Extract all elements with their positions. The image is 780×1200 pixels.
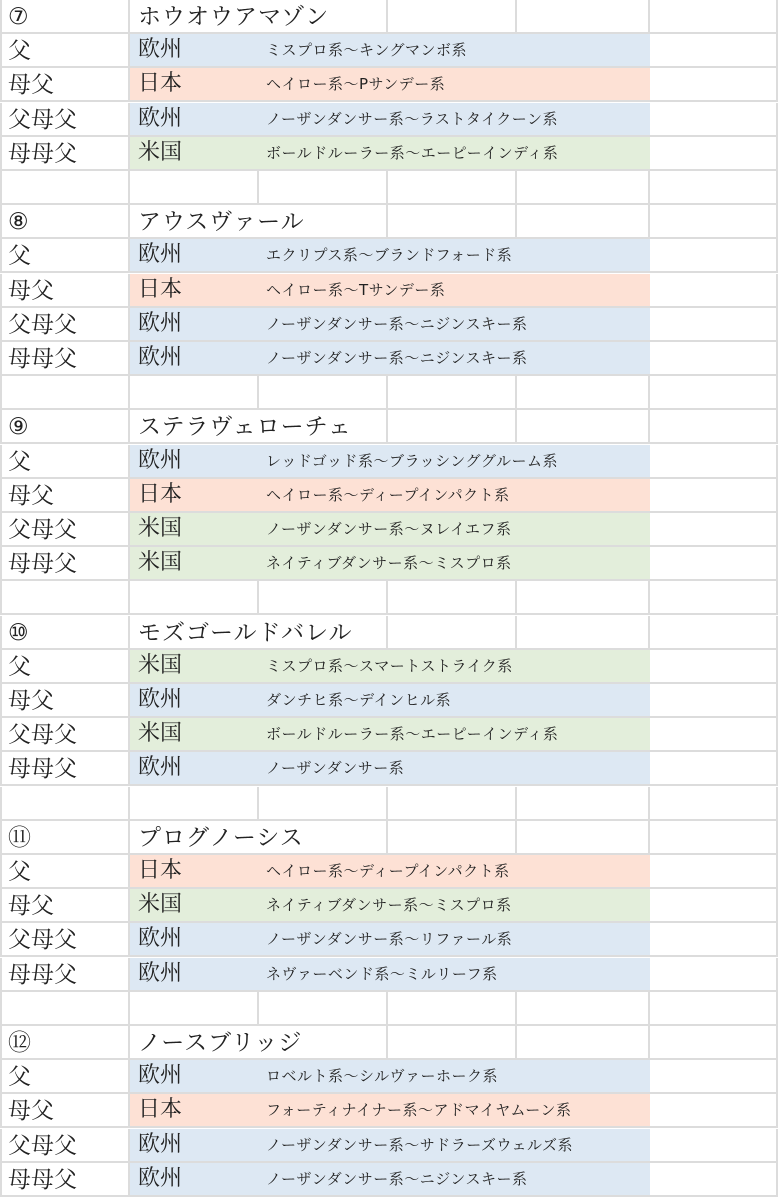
sire-line-label: レッドゴッド系〜ブラッシンググルーム系 xyxy=(266,451,559,470)
relation-label: 父母父 xyxy=(8,106,77,133)
grid-cell[interactable] xyxy=(650,718,778,752)
horse-name: アウスヴァール xyxy=(138,209,305,236)
grid-cell[interactable] xyxy=(517,1026,650,1060)
grid-cell[interactable] xyxy=(650,1163,778,1197)
grid-cell[interactable] xyxy=(130,376,259,410)
grid-cell[interactable] xyxy=(388,787,517,821)
grid-cell[interactable] xyxy=(0,889,130,923)
grid-cell[interactable] xyxy=(0,103,130,137)
grid-cell[interactable] xyxy=(650,1129,778,1163)
bloodline-row xyxy=(0,342,780,376)
region-label: 米国 xyxy=(138,516,183,541)
sire-line-label: ミスプロ系〜キングマンボ系 xyxy=(266,41,468,60)
region-band xyxy=(130,513,650,545)
bloodline-row xyxy=(0,239,780,273)
spacer-row xyxy=(0,376,780,410)
grid-cell[interactable] xyxy=(650,992,778,1026)
horse-name: プログノーシス xyxy=(138,824,304,851)
region-band xyxy=(130,650,650,682)
grid-cell[interactable] xyxy=(650,923,778,957)
grid-cell[interactable] xyxy=(388,1026,517,1060)
region-label: 欧州 xyxy=(138,345,183,370)
grid-cell[interactable] xyxy=(0,1060,130,1094)
sire-line-label: フォーティナイナー系〜アドマイヤムーン系 xyxy=(266,1101,572,1120)
grid-cell[interactable] xyxy=(517,205,650,239)
grid-cell[interactable] xyxy=(650,479,778,513)
region-band xyxy=(130,889,650,921)
region-band xyxy=(130,274,650,306)
grid-cell[interactable] xyxy=(517,821,650,855)
grid-cell[interactable] xyxy=(650,958,778,992)
grid-cell[interactable] xyxy=(0,205,130,239)
grid-cell[interactable] xyxy=(650,616,778,650)
region-label: 米国 xyxy=(138,139,183,165)
grid-cell[interactable] xyxy=(0,137,130,171)
grid-cell[interactable] xyxy=(517,992,650,1026)
region-band xyxy=(130,923,650,955)
grid-cell[interactable] xyxy=(650,68,778,102)
spacer-row xyxy=(0,581,780,615)
relation-label: 父 xyxy=(8,243,31,270)
sire-line-label: エクリプス系〜ブランドフォード系 xyxy=(266,246,513,265)
region-band xyxy=(130,137,650,169)
bloodline-row xyxy=(0,103,780,137)
sire-line-label: ヘイロー系〜Pサンデー系 xyxy=(266,75,446,94)
grid-cell[interactable] xyxy=(650,581,778,615)
bloodline-row xyxy=(0,958,780,992)
grid-cell[interactable] xyxy=(0,787,130,821)
region-label: 欧州 xyxy=(138,1165,183,1191)
grid-cell[interactable] xyxy=(0,1129,130,1163)
grid-cell[interactable] xyxy=(0,821,130,855)
region-band xyxy=(130,479,650,511)
bloodline-row xyxy=(0,34,780,68)
grid-cell[interactable] xyxy=(388,992,517,1026)
grid-cell[interactable] xyxy=(130,171,259,205)
grid-cell[interactable] xyxy=(0,0,130,34)
bloodline-row xyxy=(0,923,780,957)
sire-line-label: ロベルト系〜シルヴァーホーク系 xyxy=(266,1067,498,1086)
region-label: 欧州 xyxy=(138,960,183,986)
bloodline-row xyxy=(0,445,780,479)
sire-line-label: ノーザンダンサー系〜リファール系 xyxy=(266,930,513,949)
region-band xyxy=(130,103,650,135)
grid-cell[interactable] xyxy=(650,410,778,444)
bloodline-row xyxy=(0,547,780,581)
relation-label: 母父 xyxy=(8,482,54,509)
relation-label: 父母父 xyxy=(8,311,77,338)
spacer-row xyxy=(0,171,780,205)
grid-cell[interactable] xyxy=(650,513,778,547)
bloodline-row xyxy=(0,1060,780,1094)
horse-header-row xyxy=(0,205,780,239)
grid-cell[interactable] xyxy=(650,103,778,137)
relation-label: 母父 xyxy=(8,277,54,304)
relation-label: 父 xyxy=(8,448,31,475)
region-label: 米国 xyxy=(138,652,183,678)
region-label: 欧州 xyxy=(138,755,183,781)
grid-cell[interactable] xyxy=(0,581,130,615)
region-band xyxy=(130,958,650,990)
sire-line-label: ネイティブダンサー系〜ミスプロ系 xyxy=(266,896,512,915)
grid-cell[interactable] xyxy=(517,787,650,821)
grid-cell[interactable] xyxy=(650,308,778,342)
grid-cell[interactable] xyxy=(388,581,517,615)
bloodline-row xyxy=(0,855,780,889)
spacer-row xyxy=(0,787,780,821)
grid-cell[interactable] xyxy=(517,581,650,615)
grid-cell[interactable] xyxy=(650,547,778,581)
sire-line-label: ノーザンダンサー系〜ニジンスキー系 xyxy=(266,349,528,367)
horse-name: モズゴールドバレル xyxy=(138,619,353,646)
grid-cell[interactable] xyxy=(130,992,259,1026)
region-label: 日本 xyxy=(138,71,183,97)
relation-label: 父 xyxy=(8,38,31,65)
horse-number: ⑨ xyxy=(8,414,29,441)
region-band xyxy=(130,342,650,374)
grid-cell[interactable] xyxy=(0,1163,130,1197)
grid-cell[interactable] xyxy=(0,171,130,205)
grid-cell[interactable] xyxy=(0,718,130,752)
relation-label: 父母父 xyxy=(8,517,77,543)
relation-label: 父母父 xyxy=(8,722,77,749)
grid-cell[interactable] xyxy=(0,547,130,581)
grid-cell[interactable] xyxy=(130,0,388,34)
sire-line-label: ミスプロ系〜スマートストライク系 xyxy=(266,656,513,675)
grid-cell[interactable] xyxy=(130,616,388,650)
grid-cell[interactable] xyxy=(388,171,517,205)
sire-line-label: ヘイロー系〜ディープインパクト系 xyxy=(266,485,510,504)
grid-cell[interactable] xyxy=(650,171,778,205)
sire-line-label: ノーザンダンサー系〜ニジンスキー系 xyxy=(266,1169,528,1188)
grid-cell[interactable] xyxy=(388,616,517,650)
region-band xyxy=(130,34,650,66)
grid-cell[interactable] xyxy=(0,855,130,889)
horse-header-row xyxy=(0,1026,780,1060)
sire-line-label: ヘイロー系〜Tサンデー系 xyxy=(266,280,446,299)
relation-label: 母母父 xyxy=(8,1166,77,1193)
bloodline-row xyxy=(0,684,780,718)
region-band xyxy=(130,445,650,477)
grid-cell[interactable] xyxy=(0,992,130,1026)
horse-name: ノースブリッジ xyxy=(138,1030,303,1056)
grid-cell[interactable] xyxy=(650,342,778,376)
grid-cell[interactable] xyxy=(650,0,778,34)
horse-header-row xyxy=(0,821,780,855)
grid-cell[interactable] xyxy=(0,410,130,444)
grid-cell[interactable] xyxy=(517,616,650,650)
grid-cell[interactable] xyxy=(650,205,778,239)
bloodline-row xyxy=(0,650,780,684)
region-label: 日本 xyxy=(138,1097,183,1123)
region-label: 米国 xyxy=(138,721,183,747)
sire-line-label: ノーザンダンサー系 xyxy=(266,759,405,778)
horse-number: ⑪ xyxy=(8,824,31,851)
grid-cell[interactable] xyxy=(0,342,130,376)
grid-cell[interactable] xyxy=(0,445,130,479)
grid-cell[interactable] xyxy=(0,684,130,718)
grid-cell[interactable] xyxy=(517,376,650,410)
region-band xyxy=(130,1060,650,1092)
bloodline-row xyxy=(0,274,780,308)
grid-cell[interactable] xyxy=(0,68,130,102)
grid-cell[interactable] xyxy=(388,821,517,855)
bloodline-row xyxy=(0,137,780,171)
horse-number: ⑦ xyxy=(8,4,29,30)
relation-label: 母母父 xyxy=(8,961,77,988)
relation-label: 父 xyxy=(8,1064,31,1091)
horse-header-row xyxy=(0,0,780,34)
grid-cell[interactable] xyxy=(650,445,778,479)
grid-cell[interactable] xyxy=(130,821,388,855)
grid-cell[interactable] xyxy=(650,889,778,923)
grid-cell[interactable] xyxy=(0,752,130,786)
grid-cell[interactable] xyxy=(130,410,388,444)
grid-cell[interactable] xyxy=(0,479,130,513)
grid-cell[interactable] xyxy=(0,274,130,308)
horse-number: ⑩ xyxy=(8,619,29,646)
region-label: 欧州 xyxy=(138,926,183,952)
bloodline-row xyxy=(0,1129,780,1163)
relation-label: 母父 xyxy=(8,688,54,714)
region-label: 欧州 xyxy=(138,1131,183,1157)
grid-cell[interactable] xyxy=(650,239,778,273)
region-label: 米国 xyxy=(138,892,183,918)
grid-cell[interactable] xyxy=(650,137,778,171)
grid-cell[interactable] xyxy=(650,855,778,889)
grid-cell[interactable] xyxy=(388,0,517,34)
region-band xyxy=(130,68,650,100)
grid-cell[interactable] xyxy=(650,752,778,786)
sire-line-label: ボールドルーラー系〜エーピーインディ系 xyxy=(266,143,559,162)
horse-name: ステラヴェローチェ xyxy=(138,414,352,441)
grid-cell[interactable] xyxy=(0,513,130,547)
grid-cell[interactable] xyxy=(517,0,650,34)
grid-cell[interactable] xyxy=(388,205,517,239)
horse-number: ⑫ xyxy=(8,1030,31,1056)
horse-name: ホウオウアマゾン xyxy=(138,4,330,30)
relation-label: 父母父 xyxy=(8,1132,77,1159)
bloodline-row xyxy=(0,479,780,513)
grid-cell[interactable] xyxy=(0,308,130,342)
region-band xyxy=(130,239,650,271)
bloodline-row xyxy=(0,513,780,547)
region-band xyxy=(130,684,650,716)
sire-line-label: ネヴァーベンド系〜ミルリーフ系 xyxy=(266,964,498,983)
bloodline-row xyxy=(0,1094,780,1128)
relation-label: 母母父 xyxy=(8,756,77,783)
region-label: 米国 xyxy=(138,550,183,576)
sire-line-label: ネイティブダンサー系〜ミスプロ系 xyxy=(266,554,512,573)
sire-line-label: ノーザンダンサー系〜サドラーズウェルズ系 xyxy=(266,1135,574,1154)
grid-cell[interactable] xyxy=(0,923,130,957)
horse-header-row xyxy=(0,616,780,650)
grid-cell[interactable] xyxy=(650,1060,778,1094)
region-label: 欧州 xyxy=(138,242,183,268)
grid-cell[interactable] xyxy=(259,787,388,821)
grid-cell[interactable] xyxy=(650,684,778,718)
grid-cell[interactable] xyxy=(388,410,517,444)
grid-cell[interactable] xyxy=(259,376,388,410)
grid-cell[interactable] xyxy=(259,171,388,205)
region-band xyxy=(130,718,650,750)
sire-line-label: ノーザンダンサー系〜ヌレイエフ系 xyxy=(266,520,512,538)
grid-cell[interactable] xyxy=(650,34,778,68)
grid-cell[interactable] xyxy=(650,650,778,684)
relation-label: 母父 xyxy=(8,1098,54,1125)
grid-cell[interactable] xyxy=(650,1094,778,1128)
grid-cell[interactable] xyxy=(0,1094,130,1128)
region-label: 欧州 xyxy=(138,687,183,712)
region-band xyxy=(130,1163,650,1195)
region-band xyxy=(130,547,650,579)
grid-cell[interactable] xyxy=(259,581,388,615)
grid-cell[interactable] xyxy=(650,1026,778,1060)
region-band xyxy=(130,1129,650,1161)
region-label: 日本 xyxy=(138,858,183,883)
horse-header-row xyxy=(0,410,780,444)
grid-cell[interactable] xyxy=(0,1026,130,1060)
grid-cell[interactable] xyxy=(0,958,130,992)
bloodline-row xyxy=(0,308,780,342)
region-label: 欧州 xyxy=(138,105,183,131)
grid-cell[interactable] xyxy=(130,1026,388,1060)
relation-label: 母母父 xyxy=(8,140,77,167)
grid-cell[interactable] xyxy=(0,34,130,68)
relation-label: 父 xyxy=(8,653,31,680)
grid-cell[interactable] xyxy=(650,821,778,855)
grid-cell[interactable] xyxy=(130,787,259,821)
grid-cell[interactable] xyxy=(0,239,130,273)
grid-cell[interactable] xyxy=(517,410,650,444)
relation-label: 母母父 xyxy=(8,551,77,578)
grid-cell[interactable] xyxy=(517,171,650,205)
sire-line-label: ボールドルーラー系〜エーピーインディ系 xyxy=(266,725,559,744)
region-label: 日本 xyxy=(138,481,183,507)
region-label: 欧州 xyxy=(138,1063,183,1089)
sire-line-label: ノーザンダンサー系〜ニジンスキー系 xyxy=(266,314,528,333)
region-label: 欧州 xyxy=(138,447,183,473)
grid-cell[interactable] xyxy=(130,581,259,615)
relation-label: 父 xyxy=(8,859,31,885)
relation-label: 父母父 xyxy=(8,927,77,954)
spacer-row xyxy=(0,992,780,1026)
bloodline-row xyxy=(0,889,780,923)
region-band xyxy=(130,1094,650,1126)
region-band xyxy=(130,308,650,340)
bloodline-row xyxy=(0,718,780,752)
sire-line-label: ダンチヒ系〜デインヒル系 xyxy=(266,691,452,709)
sire-line-label: ヘイロー系〜ディープインパクト系 xyxy=(266,862,510,880)
grid-cell[interactable] xyxy=(0,616,130,650)
grid-cell[interactable] xyxy=(0,650,130,684)
region-band xyxy=(130,752,650,784)
sire-line-label: ノーザンダンサー系〜ラストタイクーン系 xyxy=(266,109,558,128)
region-band xyxy=(130,855,650,887)
grid-cell[interactable] xyxy=(650,787,778,821)
grid-cell[interactable] xyxy=(0,376,130,410)
bloodline-row xyxy=(0,1163,780,1197)
relation-label: 母母父 xyxy=(8,346,77,372)
grid-cell[interactable] xyxy=(130,205,388,239)
bloodline-row xyxy=(0,68,780,102)
relation-label: 母父 xyxy=(8,72,54,99)
region-label: 日本 xyxy=(138,276,183,302)
region-label: 欧州 xyxy=(138,310,183,336)
bloodline-row xyxy=(0,752,780,786)
relation-label: 母父 xyxy=(8,893,54,920)
grid-cell[interactable] xyxy=(388,376,517,410)
region-label: 欧州 xyxy=(138,37,183,63)
grid-cell[interactable] xyxy=(650,376,778,410)
grid-cell[interactable] xyxy=(259,992,388,1026)
horse-number: ⑧ xyxy=(8,209,29,236)
grid-cell[interactable] xyxy=(650,274,778,308)
